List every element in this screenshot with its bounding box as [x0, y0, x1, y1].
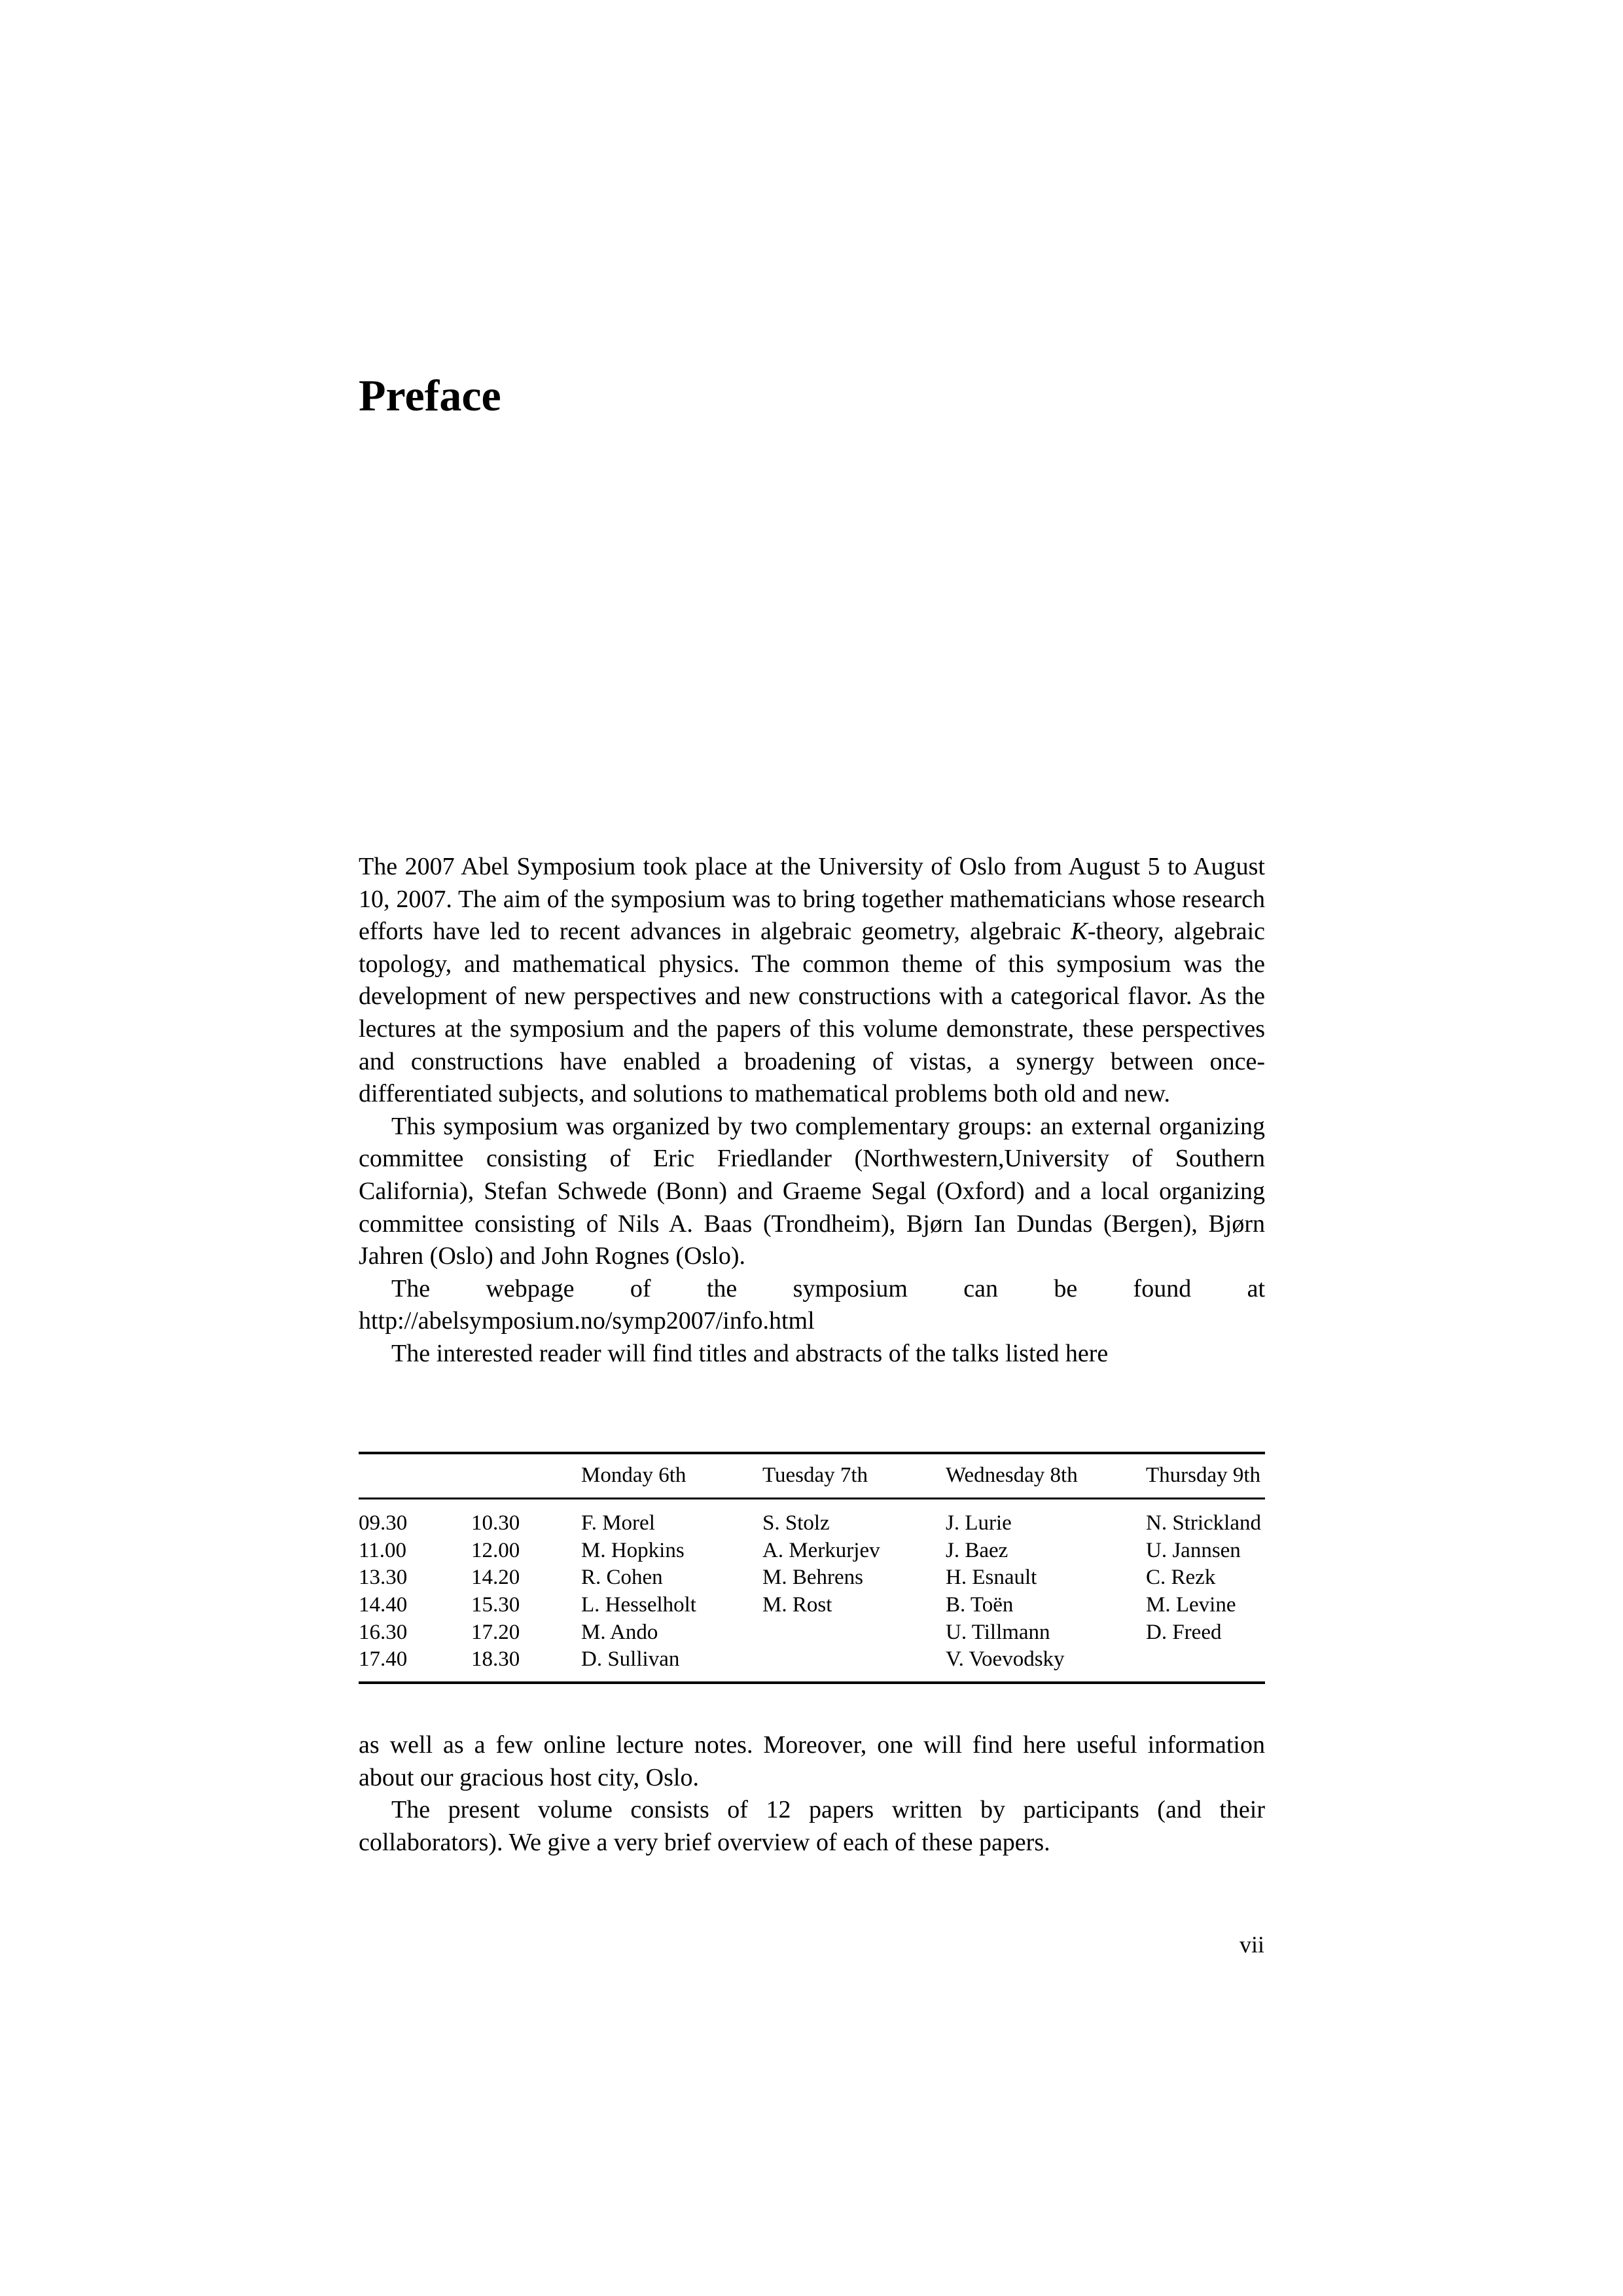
intro-paragraph-3: The webpage of the symposium can be found at http://abelsymposium.no/symp2007/info.html: [359, 1274, 1265, 1335]
header-tuesday: Tuesday 7th: [762, 1453, 946, 1499]
wednesday-speaker: J. Baez: [946, 1538, 1008, 1562]
monday-speaker: L. Hesselholt: [581, 1593, 696, 1617]
end-time: 12.00: [471, 1538, 520, 1562]
monday-speaker: R. Cohen: [581, 1566, 663, 1590]
end-time: 10.30: [471, 1511, 520, 1535]
header-start-time: [359, 1453, 471, 1499]
schedule-header-row: [359, 1453, 1265, 1499]
outro-paragraph-2: The present volume consists of 12 papers written by participants (and their collaborators). We give a very brief overview of each of these papers.: [359, 1796, 1265, 1856]
intro-paragraph-4: The interested reader will find titles and abstracts of the talks listed here: [391, 1339, 1109, 1367]
intro-paragraph-1-part-2: -theory, algebraic topology, and mathematical physics. The common theme of this symposium was the development of new perspectives and new constructions with a categorical flavor. As the lectures at the symposium and the papers of this volume demonstrate, these perspectives and constructions have enabled a broadening of vistas, a synergy between once-differentiated subjects, and solutions to mathematical problems both old and new.: [359, 918, 1266, 1108]
table-row: [359, 1646, 1265, 1683]
intro-section: [359, 851, 1265, 1371]
tuesday-speaker: [762, 1646, 946, 1683]
monday-speaker: M. Ando: [581, 1620, 658, 1644]
start-time: 09.30: [359, 1511, 408, 1535]
wednesday-speaker: H. Esnault: [946, 1566, 1037, 1590]
end-time: 14.20: [471, 1566, 520, 1590]
table-row: [359, 1499, 1265, 1537]
page-number: vii: [1239, 1931, 1264, 1958]
page-title: Preface: [359, 370, 501, 420]
header-thursday: Thursday 9th: [1146, 1453, 1265, 1499]
header-end-time: [471, 1453, 581, 1499]
header-monday: Monday 6th: [581, 1453, 762, 1499]
tuesday-speaker: A. Merkurjev: [762, 1538, 880, 1562]
intro-paragraph-2: This symposium was organized by two complementary groups: an external organizing committee consisting of Eric Friedlander (Northwestern,University of Southern California), Stefan Schwede (Bonn) and Graeme Segal (Oxford) and a local organizing committee consisting of Nils A. Baas (Trondheim), Bjørn Ian Dundas (Bergen), Bjørn Jahren (Oslo) and John Rognes (Oslo).: [359, 1112, 1265, 1270]
start-time: 14.40: [359, 1593, 408, 1617]
tuesday-speaker: [762, 1619, 946, 1646]
end-time: 18.30: [471, 1647, 520, 1672]
monday-speaker: D. Sullivan: [581, 1647, 680, 1672]
start-time: 17.40: [359, 1647, 408, 1672]
table-row: [359, 1537, 1265, 1565]
wednesday-speaker: J. Lurie: [946, 1511, 1012, 1535]
thursday-speaker: M. Levine: [1146, 1593, 1236, 1617]
wednesday-speaker: V. Voevodsky: [946, 1647, 1065, 1672]
schedule-table: [359, 1452, 1265, 1684]
end-time: 15.30: [471, 1593, 520, 1617]
intro-paragraph-1-part-1: The 2007 Abel Symposium took place at the University of Oslo from August 5 to August 10, 2007. The aim of the symposium was to bring together mathematicians whose research efforts have led to recent advances in algebraic geometry, algebraic: [359, 853, 1265, 946]
intro-paragraph-1: [359, 851, 1265, 1111]
wednesday-speaker: U. Tillmann: [946, 1620, 1050, 1644]
thursday-speaker: [1146, 1646, 1265, 1683]
k-theory-symbol: K: [1071, 918, 1088, 946]
monday-speaker: F. Morel: [581, 1511, 655, 1535]
table-row: [359, 1564, 1265, 1592]
start-time: 16.30: [359, 1620, 408, 1644]
table-row: [359, 1592, 1265, 1619]
table-row: [359, 1619, 1265, 1646]
tuesday-speaker: S. Stolz: [762, 1511, 830, 1535]
end-time: 17.20: [471, 1620, 520, 1644]
tuesday-speaker: M. Rost: [762, 1593, 832, 1617]
start-time: 11.00: [359, 1538, 407, 1562]
start-time: 13.30: [359, 1566, 408, 1590]
tuesday-speaker: M. Behrens: [762, 1566, 863, 1590]
wednesday-speaker: B. Toën: [946, 1593, 1014, 1617]
monday-speaker: M. Hopkins: [581, 1538, 685, 1562]
thursday-speaker: C. Rezk: [1146, 1566, 1216, 1590]
thursday-speaker: D. Freed: [1146, 1620, 1222, 1644]
header-wednesday: Wednesday 8th: [946, 1453, 1146, 1499]
thursday-speaker: U. Jannsen: [1146, 1538, 1241, 1562]
thursday-speaker: N. Strickland: [1146, 1511, 1261, 1535]
outro-paragraph-1: as well as a few online lecture notes. Moreover, one will find here useful information about our gracious host city, Oslo.: [359, 1731, 1265, 1791]
outro-section: [359, 1729, 1265, 1859]
